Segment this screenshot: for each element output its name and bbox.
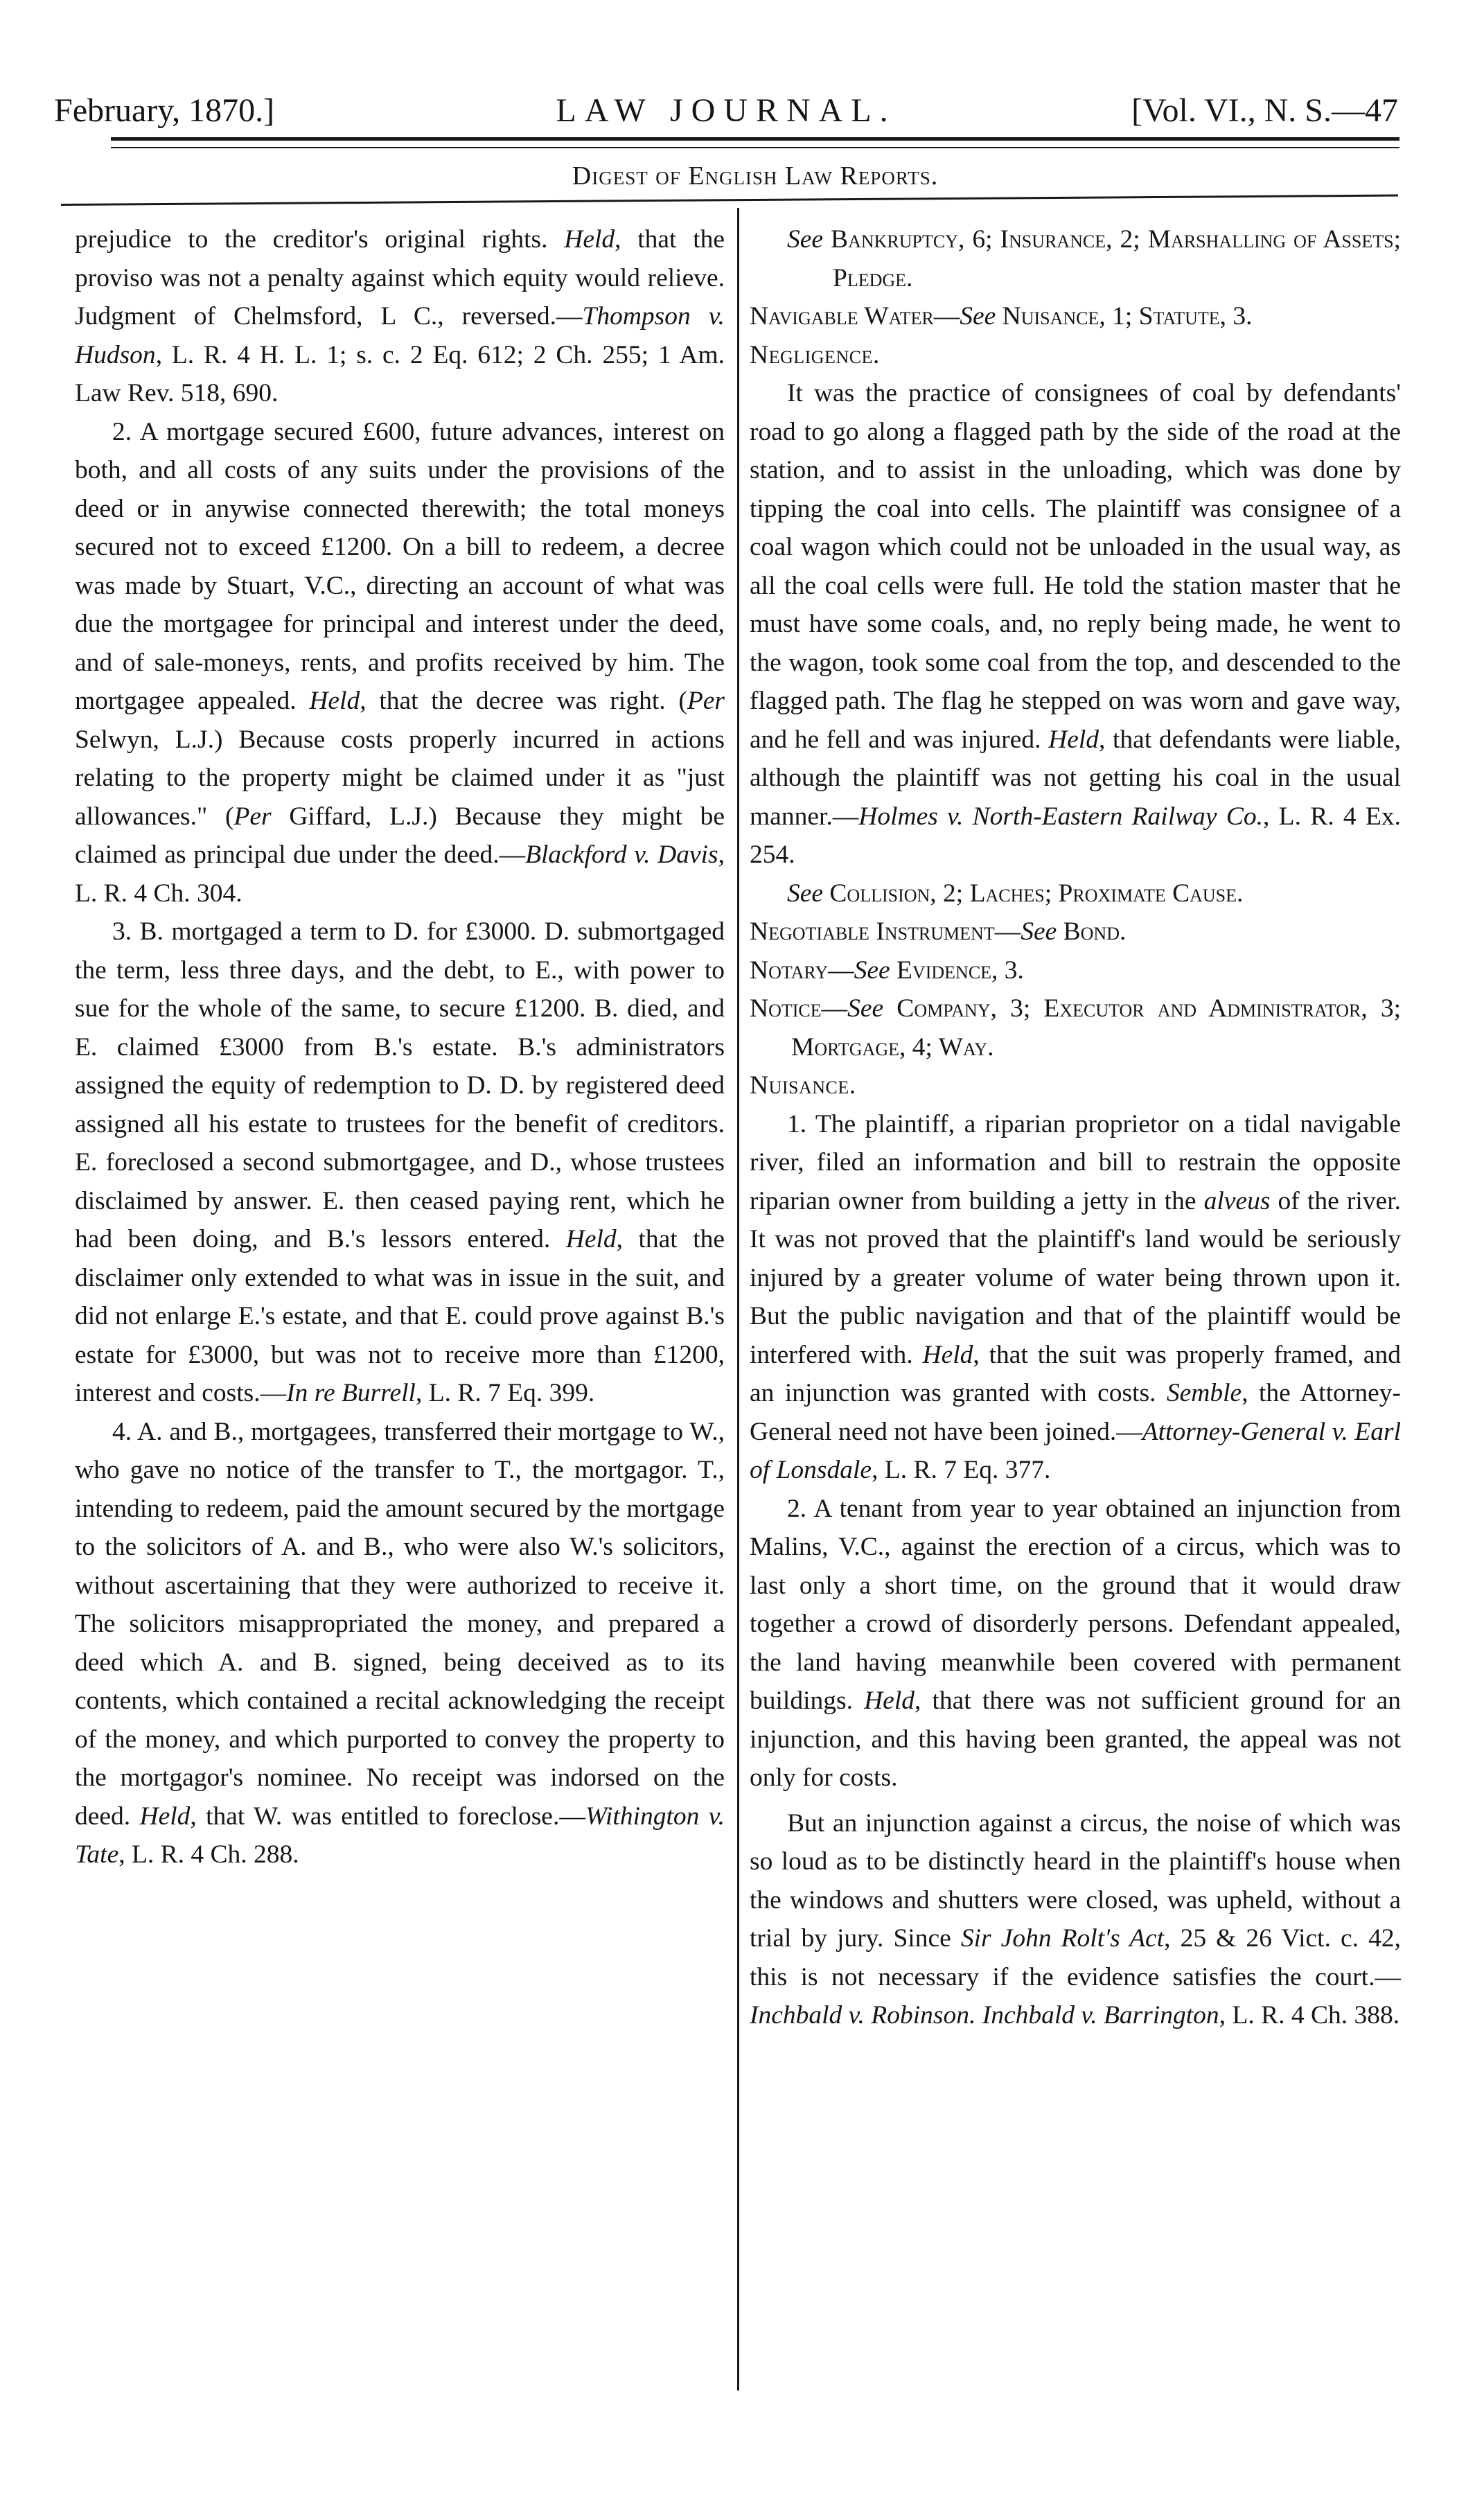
held: Held [309,687,360,715]
header-rule-thick [111,137,1399,141]
paragraph-3 [75,913,725,1413]
paragraph-nuisance-3 [750,1804,1401,2035]
citation: , L. R. 4 Ch. 288. [118,1840,299,1869]
heading-nuisance: Nuisance. [750,1071,856,1100]
act-name: Sir John Rolt's Act [960,1924,1165,1953]
text: But an injunction against a circus, the noise of which was so loud as to be distinctly heard in the plaintiff's house when the windows and shutters were closed, was upheld, without a trial by jury. Since [750,1808,1401,1953]
text: Bankruptcy, 6; Insurance, 2; Marshalling of Assets; Pledge. [823,225,1401,292]
left-column [75,220,725,1874]
citation: , L. R. 7 Eq. 377. [872,1456,1051,1484]
text: , that the disclaimer only extended to what was in issue in the suit, and did not enlarge E.'s estate, and that E. could prove against B.'s estate for £3000, but was not to receive more than £1200, interest and costs.— [75,1225,725,1407]
text: It was the practice of consignees of coal by defendants' road to go along a flagged path by the side of the road at the station, and to assist in the unloading, which was done by tipping the coal into cells. The plaintiff was consignee of a coal wagon which could not be unloaded in the usual way, as all the coal cells were full. He told the station master that he must have some coals, and, no reply being made, he went to the wagon, took some coal from the top, and descended to the flagged path. The flag he stepped on was worn and gave way, and he fell and was injured. [750,379,1401,754]
text: Company, 3; Executor and Administrator, 3; Mortgage, 4; Way. [791,994,1401,1062]
text: 2. A tenant from year to year obtained an injunction from Malins, V.C., against the erection of a circus, which was to last only a short time, on the ground that it would draw together a crowd of disorderly persons. Defendant appealed, the land having meanwhile been covered with permanent buildings. [750,1494,1401,1715]
paragraph-continued [75,220,725,413]
cross-reference-negligence [750,874,1401,913]
paragraph-nuisance-2 [750,1490,1401,1797]
entry-notary [750,951,1401,990]
case-name: Holmes v. North-Eastern Railway Co. [858,802,1263,831]
held: Held [565,1225,617,1253]
paragraph-2 [75,413,725,913]
text: Nuisance, 1; Statute, 3. [996,302,1253,331]
see: See [960,302,996,331]
case-name: Thompson v. Hudson [75,302,725,369]
entry-notice [750,989,1401,1066]
text: , 25 & 26 Vict. c. 42, this is not necessary if the evidence satisfies the court.— [750,1924,1401,1991]
per: Per [687,687,725,715]
text: , that the decree was right. ( [360,687,687,715]
text: , that defendants were liable, although the plaintiff was not getting his coal in the usual manner.— [750,725,1401,831]
header-volume: [Vol. VI., N. S.—47 [1131,92,1398,129]
header-rule-thin [111,147,1399,148]
header-date: February, 1870.] [54,92,275,129]
text: of the river. It was not proved that the plaintiff's land would be seriously injured by a greater volume of water being thrown upon it. But the public navigation and that of the plaintiff would be interfered with. [750,1186,1401,1369]
text: , the Attorney-General need not have been joined.— [750,1379,1401,1446]
column-divider [737,208,739,2391]
text: 2. A mortgage secured £600, future advances, interest on both, and all costs of any suits under the provisions of the deed or in anywise connected therewith; the total moneys secured not to exceed £1200. On a bill to redeem, a decree was made by Stuart, V.C., directing an account of what was due the mortgagee for principal and interest under the deed, and of sale-moneys, rents, and profits received by him. The mortgagee appealed. [75,417,725,715]
paragraph-negligence [750,374,1401,874]
semble: Semble [1166,1379,1242,1407]
heading: Notice— [750,994,848,1023]
held: Held [922,1340,973,1369]
paragraph-4 [75,1413,725,1874]
heading: Negotiable Instrument— [750,917,1021,946]
held: Held [864,1687,915,1715]
text: Giffard, L.J.) Because they might be claimed as principal due under the deed.— [75,802,725,869]
section-title: Digest of English Law Reports. [572,161,939,191]
heading-negligence: Negligence. [750,340,880,369]
section-rule [61,195,1398,206]
text: prejudice to the creditor's original rights. [75,225,565,254]
case-name: In re Burrell [286,1379,416,1407]
see: See [847,994,884,1023]
header-journal-title: LAW JOURNAL. [556,92,896,129]
text: 4. A. and B., mortgagees, transferred their mortgage to W., who gave no notice of the transfer to T., the mortgagor. T., intending to redeem, paid the amount secured by the mortgage to the solicitors of A. and B., who were also W.'s solicitors, without ascertaining that they were authorized to receive it. The solicitors misappropriated the money, and prepared a deed which A. and B. signed, being deceived as to its contents, which contained a recital acknowledging the receipt of the money, and which purported to convey the property to the mortgagor's nominee. No receipt was indorsed on the deed. [75,1417,725,1831]
citation: , L. R. 4 Ch. 304. [75,840,725,908]
see: See [787,879,824,908]
held: Held [564,225,615,254]
text: Collision, 2; Laches; Proximate Cause. [823,879,1244,908]
citation: , L. R. 4 Ch. 388. [1219,2001,1400,2030]
entry-navigable-water [750,297,1401,336]
citation: , L. R. 4 Ex. 254. [750,802,1402,869]
per: Per [233,802,272,831]
citation: , L. R. 7 Eq. 399. [415,1379,595,1407]
cross-reference [750,220,1401,297]
text: Evidence, 3. [890,956,1024,985]
held: Held [139,1802,191,1831]
citation: , L. R. 4 H. L. 1; s. c. 2 Eq. 612; 2 Ch. 255; 1 Am. Law Rev. 518, 690. [75,340,725,407]
text: , that the proviso was not a penalty against which equity would relieve. Judgment of Chelmsford, L C., reversed.— [75,225,725,331]
see: See [854,956,890,985]
case-name: Blackford v. Davis [525,840,718,869]
latin-term: alveus [1203,1186,1271,1215]
see: See [787,225,824,254]
case-name: Inchbald v. Robinson. Inchbald v. Barrington [750,2001,1219,2030]
text: , that there was not sufficient ground for an injunction, and this having been granted, the appeal was not only for costs. [750,1687,1401,1792]
see: See [1021,917,1057,946]
held: Held [1048,725,1099,754]
heading: Notary— [750,956,854,985]
text: Selwyn, L.J.) Because costs properly incurred in actions relating to the property might be claimed under it as "just allowances." ( [75,725,725,831]
case-name: Attorney-General v. Earl of Lonsdale [750,1417,1402,1484]
entry-negotiable-instrument [750,913,1401,951]
text: 3. B. mortgaged a term to D. for £3000. D. submortgaged the term, less three days, and the debt, to E., with power to sue for the whole of the same, to secure £1200. B. died, and E. claimed £3000 from B.'s estate. B.'s administrators assigned the equity of redemption to D. D. by registered deed assigned all his estate to trustees for the benefit of creditors. E. foreclosed a second submortgagee, and D., whose trustees disclaimed by answer. E. then ceased paying rent, which he had been doing, and B.'s lessors entered. [75,917,725,1253]
text: Bond. [1057,917,1127,946]
case-name: Withington v. Tate [75,1802,725,1869]
right-column [750,220,1401,2035]
running-header [54,82,1398,137]
heading: Navigable Water— [750,302,960,331]
text: , that W. was entitled to foreclose.— [190,1802,585,1831]
text: , that the suit was properly framed, and an injunction was granted with costs. [750,1340,1401,1407]
paragraph-nuisance-1 [750,1105,1401,1490]
text: 1. The plaintiff, a riparian proprietor on a tidal navigable river, filed an information and bill to restrain the opposite riparian owner from building a jetty in the [750,1109,1401,1215]
